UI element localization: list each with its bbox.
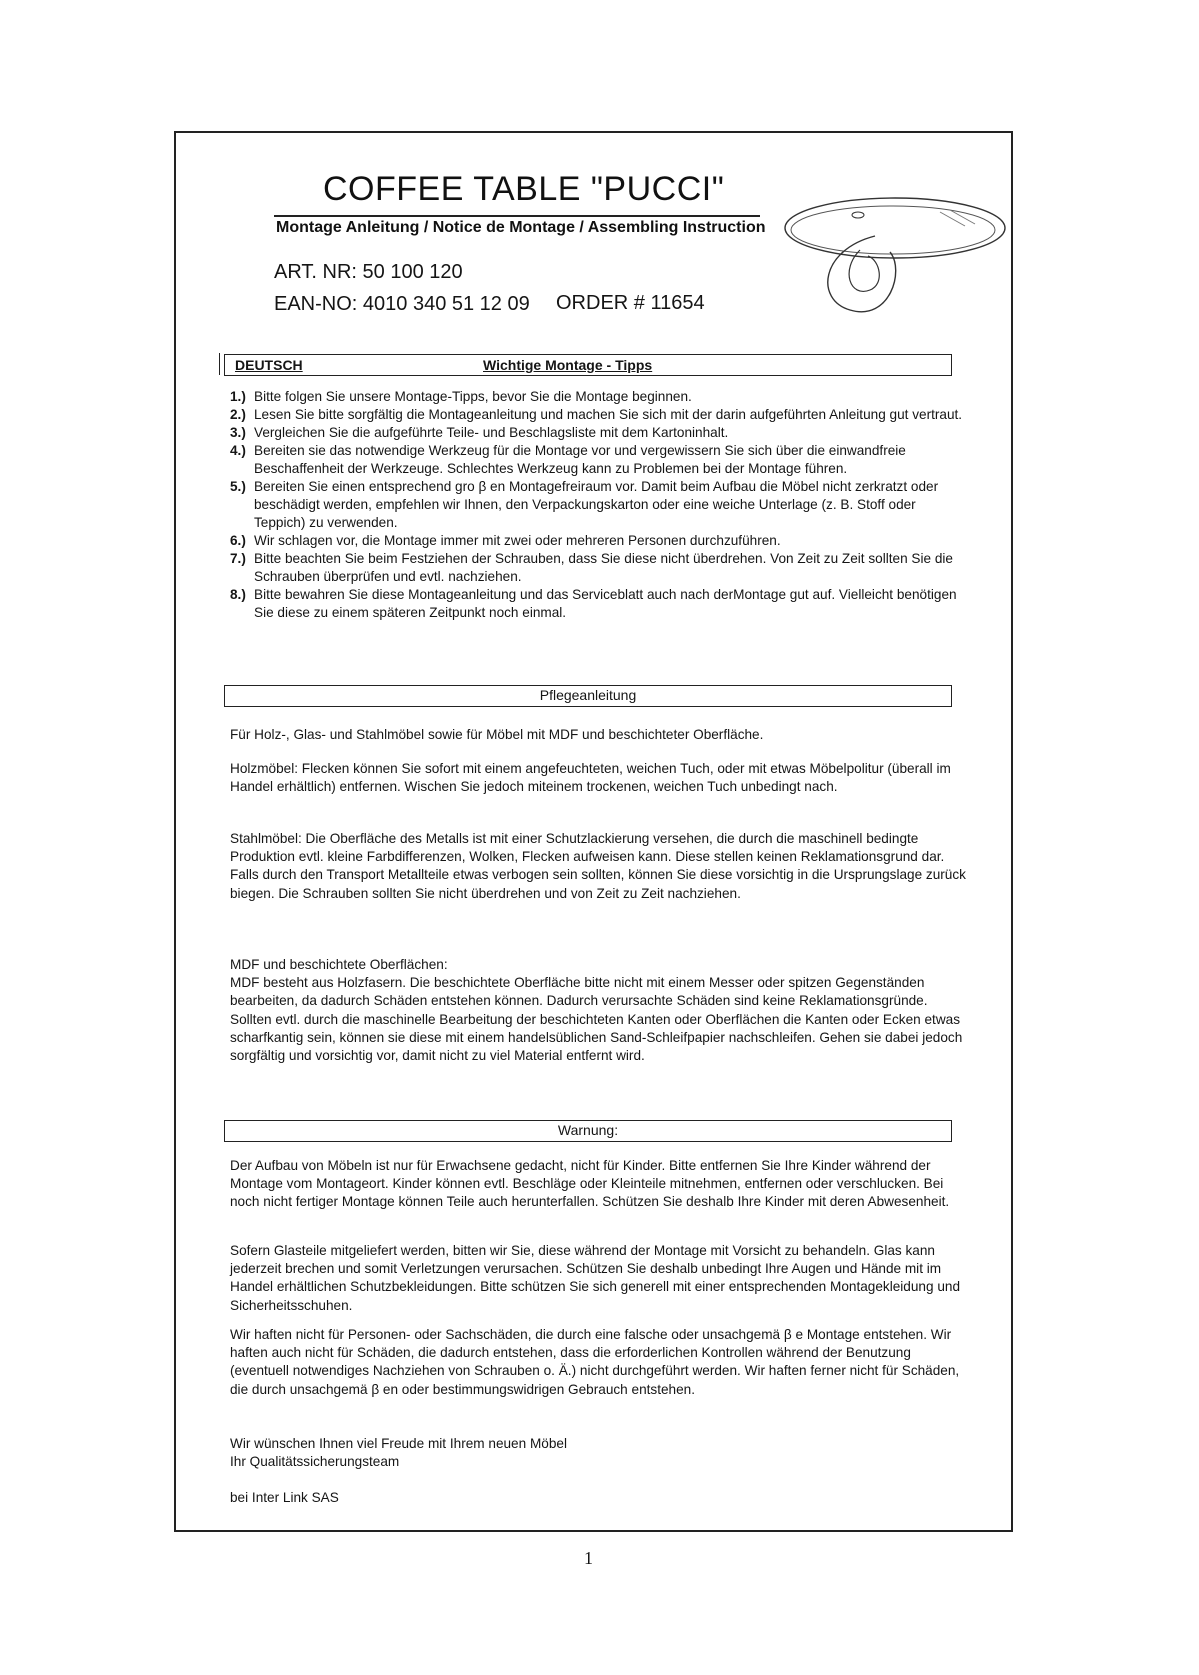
page-number: 1 [584, 1548, 593, 1568]
coffee-table-illustration [780, 190, 1010, 325]
company-signature: bei Inter Link SAS [230, 1490, 339, 1505]
list-item: 6.) Wir schlagen vor, die Montage immer mit zwei oder mehreren Personen durchzuführen. [230, 533, 781, 548]
ean-number: EAN-NO: 4010 340 51 12 09 [274, 293, 530, 315]
care-mdf: MDF und beschichtete Oberflächen: MDF besteht aus Holzfasern. Die beschichtete Oberfläche bitte nicht mit einem Messer oder spitzen Gegenständen bearbeiten, da dadurch Schäden entstehen können. Dadurch verursachte Schäden sind keine Reklamationsgründe. Sollten evtl. durch die maschinelle Bearbeitung der beschichteten Kanten oder Oberflächen die Kanten oder Ecken etwas scharfkantig sein, können sie diese mit einem handelsüblichen Sand-Schleifpapier nachschleifen. Gehen sie dabei jedoch sorgfältig und vorsichtig vor, damit nicht zu viel Material entfernt wird. [230, 957, 963, 1064]
document-title: COFFEE TABLE "PUCCI" [323, 170, 725, 208]
care-intro: Für Holz-, Glas- und Stahlmöbel sowie für Möbel mit MDF und beschichteter Oberfläche. [230, 727, 764, 742]
document-subtitle: Montage Anleitung / Notice de Montage / Assembling Instruction [276, 219, 766, 236]
list-item: 4.) Bereiten sie das notwendige Werkzeug für die Montage vor und vergewissern Sie sich über die einwandfreie Beschaffenheit der Werkzeuge. Schlechtes Werkzeug kann zu Problemen bei der Montage führen. [230, 443, 906, 476]
title-underline [274, 215, 760, 217]
warning-liability: Wir haften nicht für Personen- oder Sachschäden, die durch eine falsche oder unsachgemä β e Montage entstehen. Wir haften auch nicht für Schäden, die dadurch entstehen, dass die erforderlichen Kontrollen während der Benutzung (eventuell notwendiges Nachziehen von Schrauben o. Ä.) nicht durchgeführt werden. Wir haften ferner nicht für Schäden, die durch unsachgemä β en oder bestimmungswidrigen Gebrauch entstehen. [230, 1327, 960, 1397]
section-header-warnung: Warnung: [224, 1120, 952, 1142]
list-item: 7.) Bitte beachten Sie beim Festziehen der Schrauben, dass Sie diese nicht überdrehen. Von Zeit zu Zeit sollten Sie die Schrauben überprüfen und evtl. nachziehen. [230, 551, 953, 584]
closing-greeting: Wir wünschen Ihnen viel Freude mit Ihrem neuen Möbel Ihr Qualitätssicherungsteam [230, 1436, 567, 1470]
order-number: ORDER # 11654 [556, 292, 705, 314]
list-item: 8.) Bitte bewahren Sie diese Montageanleitung und das Serviceblatt auch nach derMontage gut auf. Vielleicht benötigen Sie diese zu einem späteren Zeitpunkt noch einmal. [230, 587, 957, 620]
list-item: 1.) Bitte folgen Sie unsere Montage-Tipps, bevor Sie die Montage beginnen. [230, 389, 692, 404]
section-title: Wichtige Montage - Tipps [483, 357, 653, 373]
care-steel: Stahlmöbel: Die Oberfläche des Metalls ist mit einer Schutzlackierung versehen, die durch die maschinell bedingte Produktion evtl. kleine Farbdifferenzen, Wolken, Flecken aufweisen kann. Diese stellen keinen Reklamationsgrund dar. Falls durch den Transport Metallteile etwas verbogen sein sollten, können Sie diese vorsichtig in die Ursprungslage zurück biegen. Die Schrauben sollten Sie nicht überdrehen und von Zeit zu Zeit nachziehen. [230, 831, 966, 901]
list-item: 5.) Bereiten Sie einen entsprechend gro β en Montagefreiraum vor. Damit beim Aufbau die Möbel nicht zerkratzt oder beschädigt werden, empfehlen wir Ihnen, den Verpackungskarton oder eine weiche Unterlage (z. B. Stoff oder Teppich) zu verwenden. [230, 479, 939, 530]
list-item: 2.) Lesen Sie bitte sorgfältig die Montageanleitung und machen Sie sich mit der darin aufgeführten Anleitung gut vertraut. [230, 407, 963, 422]
section-header-notch [219, 353, 226, 375]
tips-list [230, 388, 970, 622]
care-wood: Holzmöbel: Flecken können Sie sofort mit einem angefeuchteten, weichen Tuch, oder mit etwas Möbelpolitur (überall im Handel erhältlich) entfernen. Wischen Sie jedoch miteinem trockenen, weichen Tuch unbedingt nach. [230, 761, 951, 795]
list-item: 3.) Vergleichen Sie die aufgeführte Teile- und Beschlagsliste mit dem Kartoninhalt. [230, 425, 729, 440]
warning-glass: Sofern Glasteile mitgeliefert werden, bitten wir Sie, diese während der Montage mit Vorsicht zu behandeln. Glas kann jederzeit brechen und somit Verletzungen verursachen. Schützen Sie deshalb unbedingt Ihre Augen und Hände mit im Handel erhältlichen Schutzbekleidungen. Bitte schützen Sie sich generell mit einer entsprechenden Montagekleidung und Sicherheitsschuhen. [230, 1243, 961, 1313]
article-number: ART. NR: 50 100 120 [274, 261, 463, 283]
section-header-montage-tipps [224, 354, 952, 376]
language-label: DEUTSCH [235, 357, 303, 373]
section-header-pflegeanleitung: Pflegeanleitung [224, 685, 952, 707]
warning-children: Der Aufbau von Möbeln ist nur für Erwachsene gedacht, nicht für Kinder. Bitte entfernen Sie Ihre Kinder während der Montage vom Montageort. Kinder können evtl. Beschläge oder Kleinteile mitnehmen, entfernen oder verschlucken. Bei noch nicht fertiger Montage können Teile auch herunterfallen. Schützen Sie deshalb Ihre Kinder mit deren Abwesenheit. [230, 1158, 950, 1210]
